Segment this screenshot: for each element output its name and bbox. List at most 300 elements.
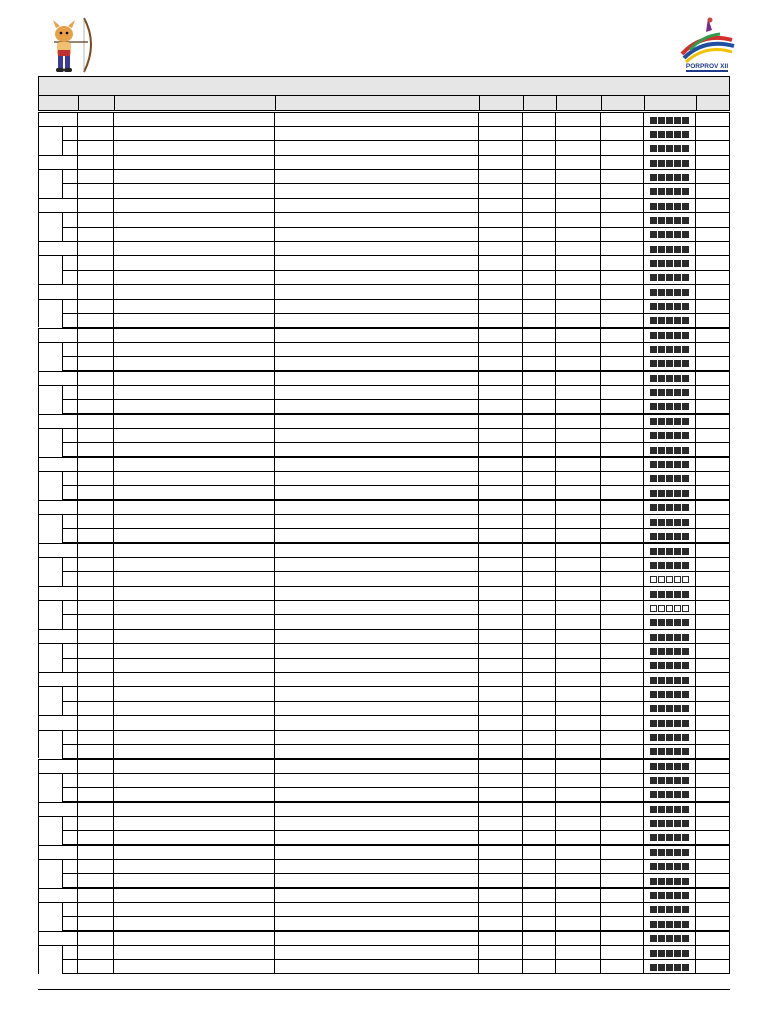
column-divider <box>478 889 479 902</box>
column-divider <box>77 113 78 126</box>
column-divider <box>77 314 78 327</box>
filled-score-box <box>682 892 689 899</box>
column-divider <box>274 917 275 930</box>
filled-score-box <box>682 691 689 698</box>
score-boxes <box>643 127 695 141</box>
column-divider <box>113 357 114 370</box>
column-divider <box>695 242 696 255</box>
column-divider <box>555 745 556 758</box>
filled-score-box <box>658 562 665 569</box>
column-divider <box>113 213 114 226</box>
column-divider <box>695 615 696 628</box>
column-divider <box>600 817 601 830</box>
table-row <box>62 213 730 227</box>
filled-score-box <box>674 691 681 698</box>
filled-score-box <box>650 548 657 555</box>
column-divider <box>555 458 556 471</box>
filled-score-box <box>658 763 665 770</box>
filled-score-box <box>650 705 657 712</box>
column-divider <box>695 127 696 140</box>
column-divider <box>600 630 601 643</box>
table-row <box>62 745 730 759</box>
filled-score-box <box>682 447 689 454</box>
filled-score-box <box>682 720 689 727</box>
indent-border <box>62 343 63 356</box>
filled-score-box <box>650 117 657 124</box>
column-divider <box>113 817 114 830</box>
indent-border <box>62 529 63 542</box>
indent-border <box>62 400 63 413</box>
column-divider <box>113 156 114 169</box>
filled-score-box <box>682 246 689 253</box>
score-boxes <box>643 601 695 615</box>
column-divider <box>600 644 601 657</box>
score-boxes <box>643 946 695 960</box>
filled-score-box <box>650 432 657 439</box>
filled-score-box <box>658 317 665 324</box>
table-row <box>62 256 730 270</box>
empty-score-box <box>674 576 681 583</box>
filled-score-box <box>666 260 673 267</box>
filled-score-box <box>658 160 665 167</box>
indent-border <box>62 774 63 787</box>
column-divider <box>555 486 556 499</box>
column-divider <box>600 731 601 744</box>
column-divider <box>522 127 523 140</box>
filled-score-box <box>658 777 665 784</box>
indent-border <box>62 184 63 197</box>
filled-score-box <box>666 677 673 684</box>
column-divider <box>600 242 601 255</box>
column-divider <box>555 170 556 183</box>
table-group <box>38 586 730 629</box>
column-divider <box>113 314 114 327</box>
table-row <box>62 558 730 572</box>
score-boxes <box>643 515 695 529</box>
filled-score-box <box>666 892 673 899</box>
column-divider <box>478 285 479 298</box>
empty-score-box <box>650 576 657 583</box>
filled-score-box <box>666 504 673 511</box>
column-divider <box>695 184 696 197</box>
indent-border <box>62 256 63 269</box>
column-divider <box>77 760 78 773</box>
column-divider <box>274 199 275 212</box>
filled-score-box <box>666 863 673 870</box>
column-divider <box>695 199 696 212</box>
filled-score-box <box>666 548 673 555</box>
column-divider <box>77 558 78 571</box>
table-row <box>62 960 730 974</box>
column-divider <box>478 572 479 585</box>
filled-score-box <box>650 763 657 770</box>
column-divider <box>695 630 696 643</box>
filled-score-box <box>682 519 689 526</box>
column-divider <box>77 256 78 269</box>
table-row <box>62 529 730 543</box>
column-header-row <box>38 96 730 111</box>
table-row <box>38 889 730 903</box>
column-divider <box>555 803 556 816</box>
column-divider <box>695 170 696 183</box>
filled-score-box <box>650 160 657 167</box>
column-divider <box>77 529 78 542</box>
column-divider <box>274 314 275 327</box>
column-divider <box>695 415 696 428</box>
column-divider <box>113 486 114 499</box>
table-row <box>62 515 730 529</box>
table-group <box>38 328 730 371</box>
archery-mascot-logo <box>40 14 100 76</box>
column-divider <box>478 501 479 514</box>
filled-score-box <box>674 791 681 798</box>
filled-score-box <box>658 662 665 669</box>
column-divider <box>478 357 479 370</box>
filled-score-box <box>674 447 681 454</box>
filled-score-box <box>674 662 681 669</box>
column-divider <box>555 788 556 801</box>
filled-score-box <box>658 203 665 210</box>
filled-score-box <box>674 403 681 410</box>
column-divider <box>77 903 78 916</box>
filled-score-box <box>658 145 665 152</box>
header-col-1 <box>39 96 79 110</box>
indent-border <box>62 486 63 499</box>
column-divider <box>274 702 275 715</box>
column-divider <box>77 343 78 356</box>
table-row <box>38 329 730 343</box>
column-divider <box>522 443 523 456</box>
column-divider <box>555 760 556 773</box>
score-boxes <box>643 788 695 802</box>
table-row <box>62 774 730 788</box>
column-divider <box>478 659 479 672</box>
table-group <box>38 759 730 802</box>
filled-score-box <box>666 921 673 928</box>
filled-score-box <box>682 490 689 497</box>
filled-score-box <box>682 131 689 138</box>
filled-score-box <box>666 332 673 339</box>
column-divider <box>274 113 275 126</box>
filled-score-box <box>650 174 657 181</box>
filled-score-box <box>682 389 689 396</box>
filled-score-box <box>682 203 689 210</box>
column-divider <box>522 716 523 729</box>
column-divider <box>274 271 275 284</box>
column-divider <box>478 846 479 859</box>
score-boxes <box>643 702 695 716</box>
column-divider <box>555 515 556 528</box>
column-divider <box>522 817 523 830</box>
filled-score-box <box>682 418 689 425</box>
column-divider <box>600 199 601 212</box>
filled-score-box <box>650 634 657 641</box>
column-divider <box>695 644 696 657</box>
column-divider <box>478 458 479 471</box>
table-row <box>38 458 730 472</box>
column-divider <box>695 285 696 298</box>
column-divider <box>274 788 275 801</box>
filled-score-box <box>666 791 673 798</box>
filled-score-box <box>650 246 657 253</box>
table-row <box>38 803 730 817</box>
filled-score-box <box>682 662 689 669</box>
column-divider <box>600 846 601 859</box>
indent-border <box>62 300 63 313</box>
filled-score-box <box>666 403 673 410</box>
table-group <box>38 629 730 672</box>
column-divider <box>522 113 523 126</box>
indent-border <box>62 472 63 485</box>
filled-score-box <box>666 117 673 124</box>
column-divider <box>274 846 275 859</box>
column-divider <box>600 572 601 585</box>
column-divider <box>695 817 696 830</box>
column-divider <box>522 213 523 226</box>
column-divider <box>77 673 78 686</box>
column-divider <box>274 501 275 514</box>
column-divider <box>274 673 275 686</box>
column-divider <box>555 587 556 600</box>
column-divider <box>555 716 556 729</box>
column-divider <box>695 213 696 226</box>
table-row <box>38 673 730 687</box>
column-divider <box>600 415 601 428</box>
filled-score-box <box>666 188 673 195</box>
empty-score-box <box>682 576 689 583</box>
filled-score-box <box>650 447 657 454</box>
filled-score-box <box>674 389 681 396</box>
filled-score-box <box>658 432 665 439</box>
table-group <box>38 198 730 241</box>
column-divider <box>555 429 556 442</box>
score-boxes <box>643 659 695 673</box>
column-divider <box>478 644 479 657</box>
filled-score-box <box>650 777 657 784</box>
column-divider <box>77 817 78 830</box>
column-divider <box>274 329 275 342</box>
column-divider <box>77 917 78 930</box>
column-divider <box>522 673 523 686</box>
table-row <box>38 587 730 601</box>
filled-score-box <box>658 217 665 224</box>
column-divider <box>113 242 114 255</box>
filled-score-box <box>674 504 681 511</box>
column-divider <box>113 127 114 140</box>
filled-score-box <box>658 346 665 353</box>
filled-score-box <box>658 591 665 598</box>
column-divider <box>600 357 601 370</box>
column-divider <box>478 113 479 126</box>
column-divider <box>77 443 78 456</box>
column-divider <box>113 544 114 557</box>
filled-score-box <box>674 834 681 841</box>
column-divider <box>274 170 275 183</box>
indent-border <box>62 702 63 715</box>
filled-score-box <box>650 317 657 324</box>
column-divider <box>522 917 523 930</box>
column-divider <box>695 372 696 385</box>
column-divider <box>600 472 601 485</box>
score-boxes <box>643 587 695 601</box>
column-divider <box>522 932 523 945</box>
filled-score-box <box>674 763 681 770</box>
indent-border <box>62 558 63 571</box>
filled-score-box <box>658 403 665 410</box>
filled-score-box <box>666 490 673 497</box>
filled-score-box <box>674 548 681 555</box>
filled-score-box <box>682 820 689 827</box>
filled-score-box <box>666 389 673 396</box>
filled-score-box <box>674 432 681 439</box>
filled-score-box <box>682 906 689 913</box>
column-divider <box>77 472 78 485</box>
filled-score-box <box>658 131 665 138</box>
column-divider <box>274 400 275 413</box>
column-divider <box>113 788 114 801</box>
filled-score-box <box>666 274 673 281</box>
column-divider <box>600 300 601 313</box>
column-divider <box>600 659 601 672</box>
filled-score-box <box>682 705 689 712</box>
filled-score-box <box>666 432 673 439</box>
column-divider <box>77 587 78 600</box>
column-divider <box>274 659 275 672</box>
filled-score-box <box>666 720 673 727</box>
column-divider <box>555 601 556 614</box>
filled-score-box <box>650 720 657 727</box>
column-divider <box>113 400 114 413</box>
filled-score-box <box>658 892 665 899</box>
filled-score-box <box>650 950 657 957</box>
column-divider <box>522 788 523 801</box>
filled-score-box <box>674 260 681 267</box>
column-divider <box>113 917 114 930</box>
column-divider <box>522 415 523 428</box>
column-divider <box>478 917 479 930</box>
column-divider <box>555 558 556 571</box>
indent-border <box>62 903 63 916</box>
column-divider <box>274 745 275 758</box>
column-divider <box>274 687 275 700</box>
filled-score-box <box>658 375 665 382</box>
column-divider <box>695 501 696 514</box>
filled-score-box <box>682 188 689 195</box>
filled-score-box <box>666 418 673 425</box>
indent-border <box>62 443 63 456</box>
filled-score-box <box>650 274 657 281</box>
score-boxes <box>643 271 695 285</box>
table-row <box>62 687 730 701</box>
table-row <box>62 486 730 500</box>
column-divider <box>478 630 479 643</box>
filled-score-box <box>650 303 657 310</box>
column-divider <box>555 386 556 399</box>
table-group <box>38 715 730 758</box>
column-divider <box>478 228 479 241</box>
indent-border <box>62 874 63 887</box>
table-row <box>62 817 730 831</box>
filled-score-box <box>658 677 665 684</box>
filled-score-box <box>650 346 657 353</box>
score-boxes <box>643 429 695 443</box>
filled-score-box <box>658 418 665 425</box>
filled-score-box <box>682 748 689 755</box>
table-row <box>62 644 730 658</box>
filled-score-box <box>682 777 689 784</box>
column-divider <box>478 774 479 787</box>
column-divider <box>695 515 696 528</box>
filled-score-box <box>650 648 657 655</box>
table-row <box>62 860 730 874</box>
table-row <box>62 572 730 586</box>
filled-score-box <box>650 878 657 885</box>
filled-score-box <box>658 117 665 124</box>
table-row <box>62 917 730 931</box>
filled-score-box <box>650 360 657 367</box>
column-divider <box>478 687 479 700</box>
column-divider <box>77 415 78 428</box>
filled-score-box <box>658 619 665 626</box>
column-divider <box>478 946 479 959</box>
column-divider <box>555 400 556 413</box>
column-divider <box>555 572 556 585</box>
filled-score-box <box>658 705 665 712</box>
column-divider <box>600 702 601 715</box>
header-col-6 <box>523 96 557 110</box>
column-divider <box>113 501 114 514</box>
filled-score-box <box>658 389 665 396</box>
column-divider <box>77 644 78 657</box>
column-divider <box>522 774 523 787</box>
filled-score-box <box>674 935 681 942</box>
filled-score-box <box>666 763 673 770</box>
filled-score-box <box>674 188 681 195</box>
column-divider <box>274 184 275 197</box>
column-divider <box>113 572 114 585</box>
column-divider <box>478 271 479 284</box>
table-row <box>38 242 730 256</box>
filled-score-box <box>666 562 673 569</box>
table-row <box>38 932 730 946</box>
filled-score-box <box>666 705 673 712</box>
indent-border <box>62 687 63 700</box>
filled-score-box <box>682 878 689 885</box>
column-divider <box>274 443 275 456</box>
column-divider <box>522 558 523 571</box>
column-divider <box>478 372 479 385</box>
column-divider <box>522 946 523 959</box>
column-divider <box>522 587 523 600</box>
column-divider <box>478 615 479 628</box>
filled-score-box <box>682 921 689 928</box>
filled-score-box <box>650 475 657 482</box>
column-divider <box>600 932 601 945</box>
filled-score-box <box>658 734 665 741</box>
filled-score-box <box>666 691 673 698</box>
table-group <box>38 672 730 715</box>
column-divider <box>478 932 479 945</box>
filled-score-box <box>674 274 681 281</box>
column-divider <box>600 803 601 816</box>
filled-score-box <box>650 921 657 928</box>
filled-score-box <box>658 863 665 870</box>
column-divider <box>274 946 275 959</box>
column-divider <box>695 386 696 399</box>
score-boxes <box>643 113 695 127</box>
column-divider <box>600 213 601 226</box>
column-divider <box>113 745 114 758</box>
